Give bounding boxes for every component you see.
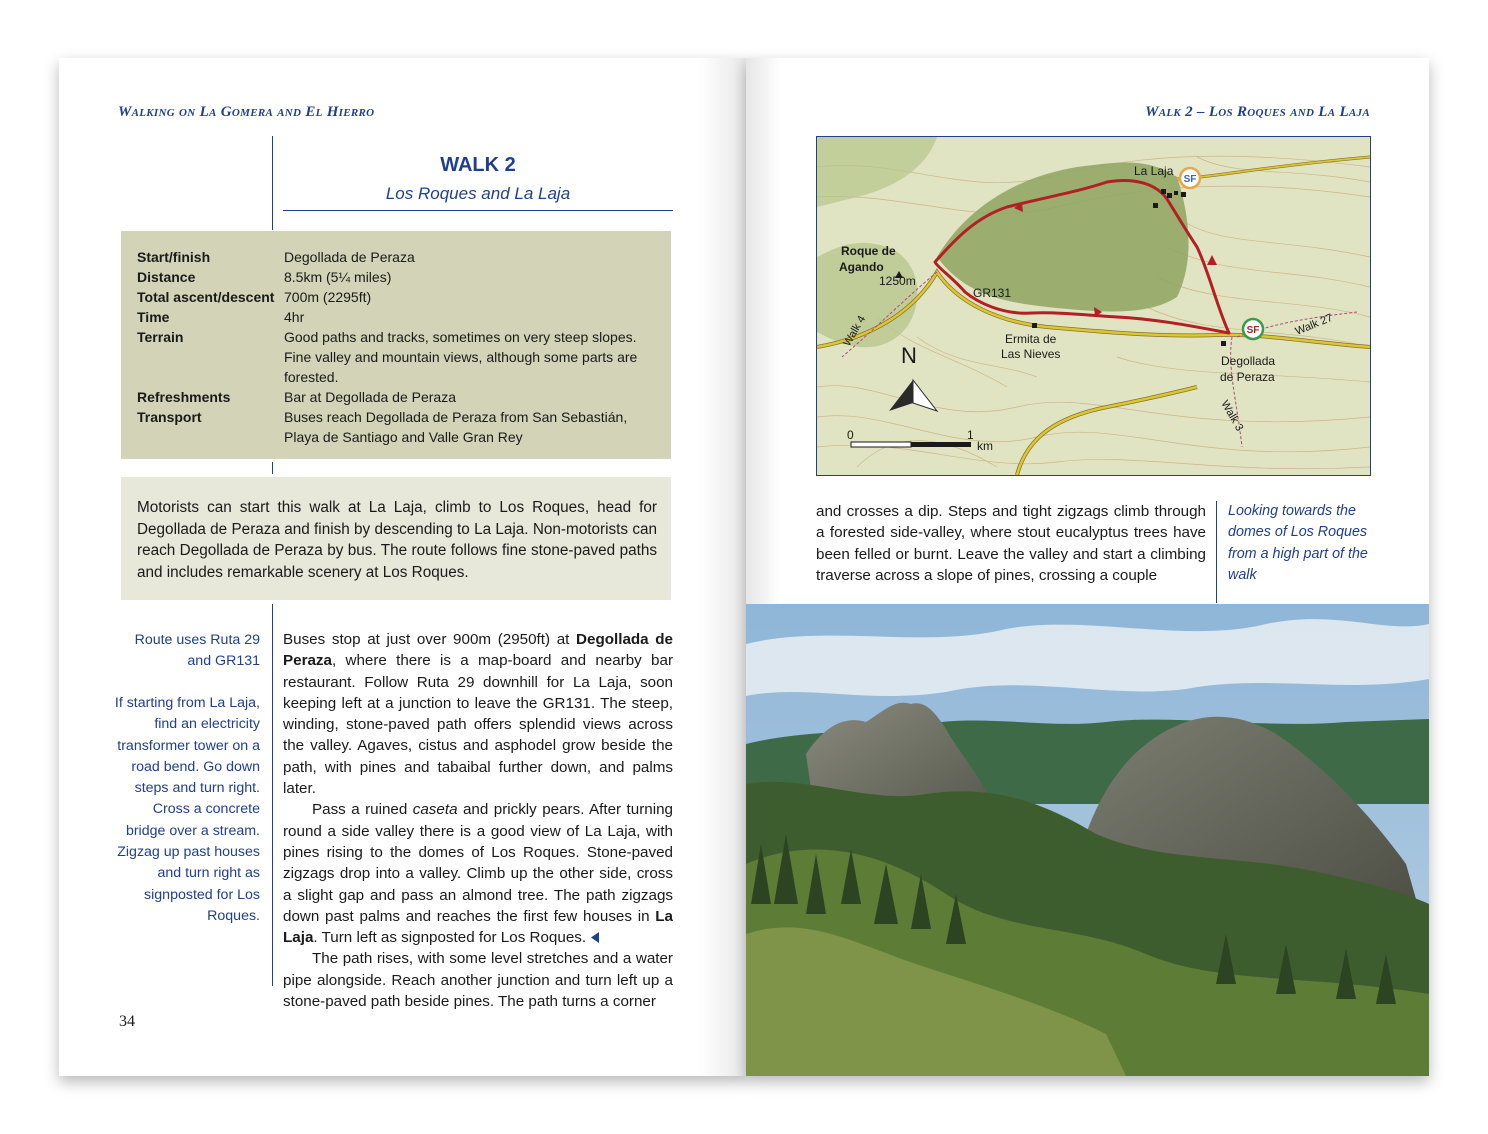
map-svg [817, 137, 1370, 475]
map-label-degollada: Degollada [1221, 354, 1276, 368]
p2-text-c: . Turn left as signposted for Los Roques. [313, 929, 591, 947]
photo-svg [746, 604, 1429, 1076]
info-value: Bar at Degollada de Peraza [284, 389, 456, 405]
scale-label-zero: 0 [847, 428, 854, 442]
info-value: 4hr [284, 309, 305, 325]
title-rule-vertical [272, 136, 273, 230]
svg-text:SF: SF [1183, 174, 1197, 185]
p1-bold-place: Degollada de Peraza [283, 631, 673, 670]
rule-tick [272, 462, 273, 474]
info-value: Buses reach Degollada de Peraza from San Sebastián, Playa de Santiago and Valle Gran Rey [284, 409, 628, 445]
sf-marker-icon [1180, 168, 1200, 188]
scale-bar [851, 442, 971, 447]
info-value: 8.5km (5¼ miles) [284, 269, 392, 285]
margin-note-la-laja: If starting from La Laja, find an electricity transformer tower on a road bend. Go down steps and turn right. Cross a concrete bridge over a stream. Zigzag up past houses and turn right as signposted for Los Roques. [114, 695, 260, 924]
info-key: Total ascent/descent [137, 289, 275, 305]
left-running-head: Walking on La Gomera and El Hierro [118, 104, 375, 120]
walk-title: WALK 2 [440, 154, 516, 176]
walk-info-box [121, 231, 671, 459]
info-value: 700m (2295ft) [284, 289, 372, 305]
intro-box [121, 477, 671, 600]
map-label-roque: Roque de [841, 244, 896, 258]
map-label-la-laja: La Laja [1134, 164, 1174, 178]
photo-caption: Looking towards the domes of Los Roques from a high part of the walk [1228, 503, 1368, 583]
walk-subtitle: Los Roques and La Laja [385, 184, 571, 203]
map-label-agando: Agando [839, 260, 884, 274]
scale-label-unit: km [977, 439, 993, 453]
map-label-nieves: Las Nieves [1001, 347, 1061, 361]
p1-text-a: Buses stop at just over 900m (2950ft) at [283, 631, 577, 648]
intro-text: Motorists can start this walk at La Laja, climb to Los Roques, head for Degollada de Peraza and finish by descending to La Laja. Non-motorists can reach Degollada de Peraza by bus. The route follows fine stone-paved paths and includes remarkable scenery at Los Roques. [137, 499, 657, 581]
caption-rule [1216, 501, 1217, 603]
p2-text-a: Pass a ruined [312, 801, 413, 819]
info-key: Refreshments [137, 389, 231, 405]
map-label-walk27: Walk 27 [1293, 311, 1335, 338]
info-key: Terrain [137, 329, 184, 345]
route-map [816, 136, 1371, 476]
info-key: Distance [137, 269, 196, 285]
map-label-walk3: Walk 3 [1218, 398, 1246, 434]
map-label-altitude: 1250m [879, 274, 916, 288]
landscape-photo [746, 604, 1429, 1076]
map-label-ermita: Ermita de [1005, 332, 1057, 346]
map-label-peraza: de Peraza [1220, 370, 1275, 384]
sf-marker-icon [1243, 319, 1263, 339]
paragraph-2 [283, 799, 673, 948]
p2-bold-place: La Laja [283, 907, 673, 947]
triangle-marker-icon [590, 932, 600, 943]
info-key: Time [137, 309, 170, 325]
paragraph-1 [283, 629, 673, 799]
p2-italic-word: caseta [412, 801, 458, 819]
page-number: 34 [119, 1013, 135, 1030]
map-label-gr131: GR131 [973, 286, 1012, 300]
info-key: Start/finish [137, 249, 211, 265]
right-body-text: and crosses a dip. Steps and tight zigzags climb through a forested side-valley, where stout eucalyptus trees have been felled or burnt. Leave the valley and start a climbing traverse across a slope of pines, crossing a couple [816, 503, 1206, 584]
right-running-head: Walk 2 – Los Roques and La Laja [1145, 104, 1370, 120]
info-key: Transport [137, 409, 202, 425]
p2-text-b: and prickly pears. After turning round a side valley there is a good view of La Laja, with pines rising to the domes of Los Roques. Stone-paved zigzags drop into a valley. Climb up the other side, cross a slight gap and pass an almond tree. The path zigzags down past palms and reaches the first few houses in [283, 801, 673, 925]
info-value: Degollada de Peraza [284, 249, 415, 265]
scale-label-one: 1 [967, 428, 974, 442]
north-label: N [901, 343, 917, 368]
margin-note-route: Route uses Ruta 29 and GR131 [134, 632, 260, 670]
svg-text:SF: SF [1246, 325, 1260, 336]
p1-text-b: , where there is a map-board and nearby bar restaurant. Follow Ruta 29 downhill for La Laja, soon keeping left at a junction to leave the GR131. The steep, winding, stone-paved path offers splendid views across the valley. Agaves, cistus and asphodel grow beside the path, with pines and tabaibal further down, and palms later. [283, 652, 673, 798]
left-body-text [283, 629, 673, 1012]
info-value: Good paths and tracks, sometimes on very steep slopes. Fine valley and mountain views, although some parts are forested. [284, 329, 638, 385]
margin-rule [272, 604, 273, 986]
map-label-walk4: Walk 4 [841, 313, 869, 349]
title-rule-horizontal [283, 210, 673, 211]
paragraph-3: The path rises, with some level stretches and a water pipe alongside. Reach another junction and turn left up a stone-paved path beside pines. The path turns a corner [283, 950, 673, 1011]
